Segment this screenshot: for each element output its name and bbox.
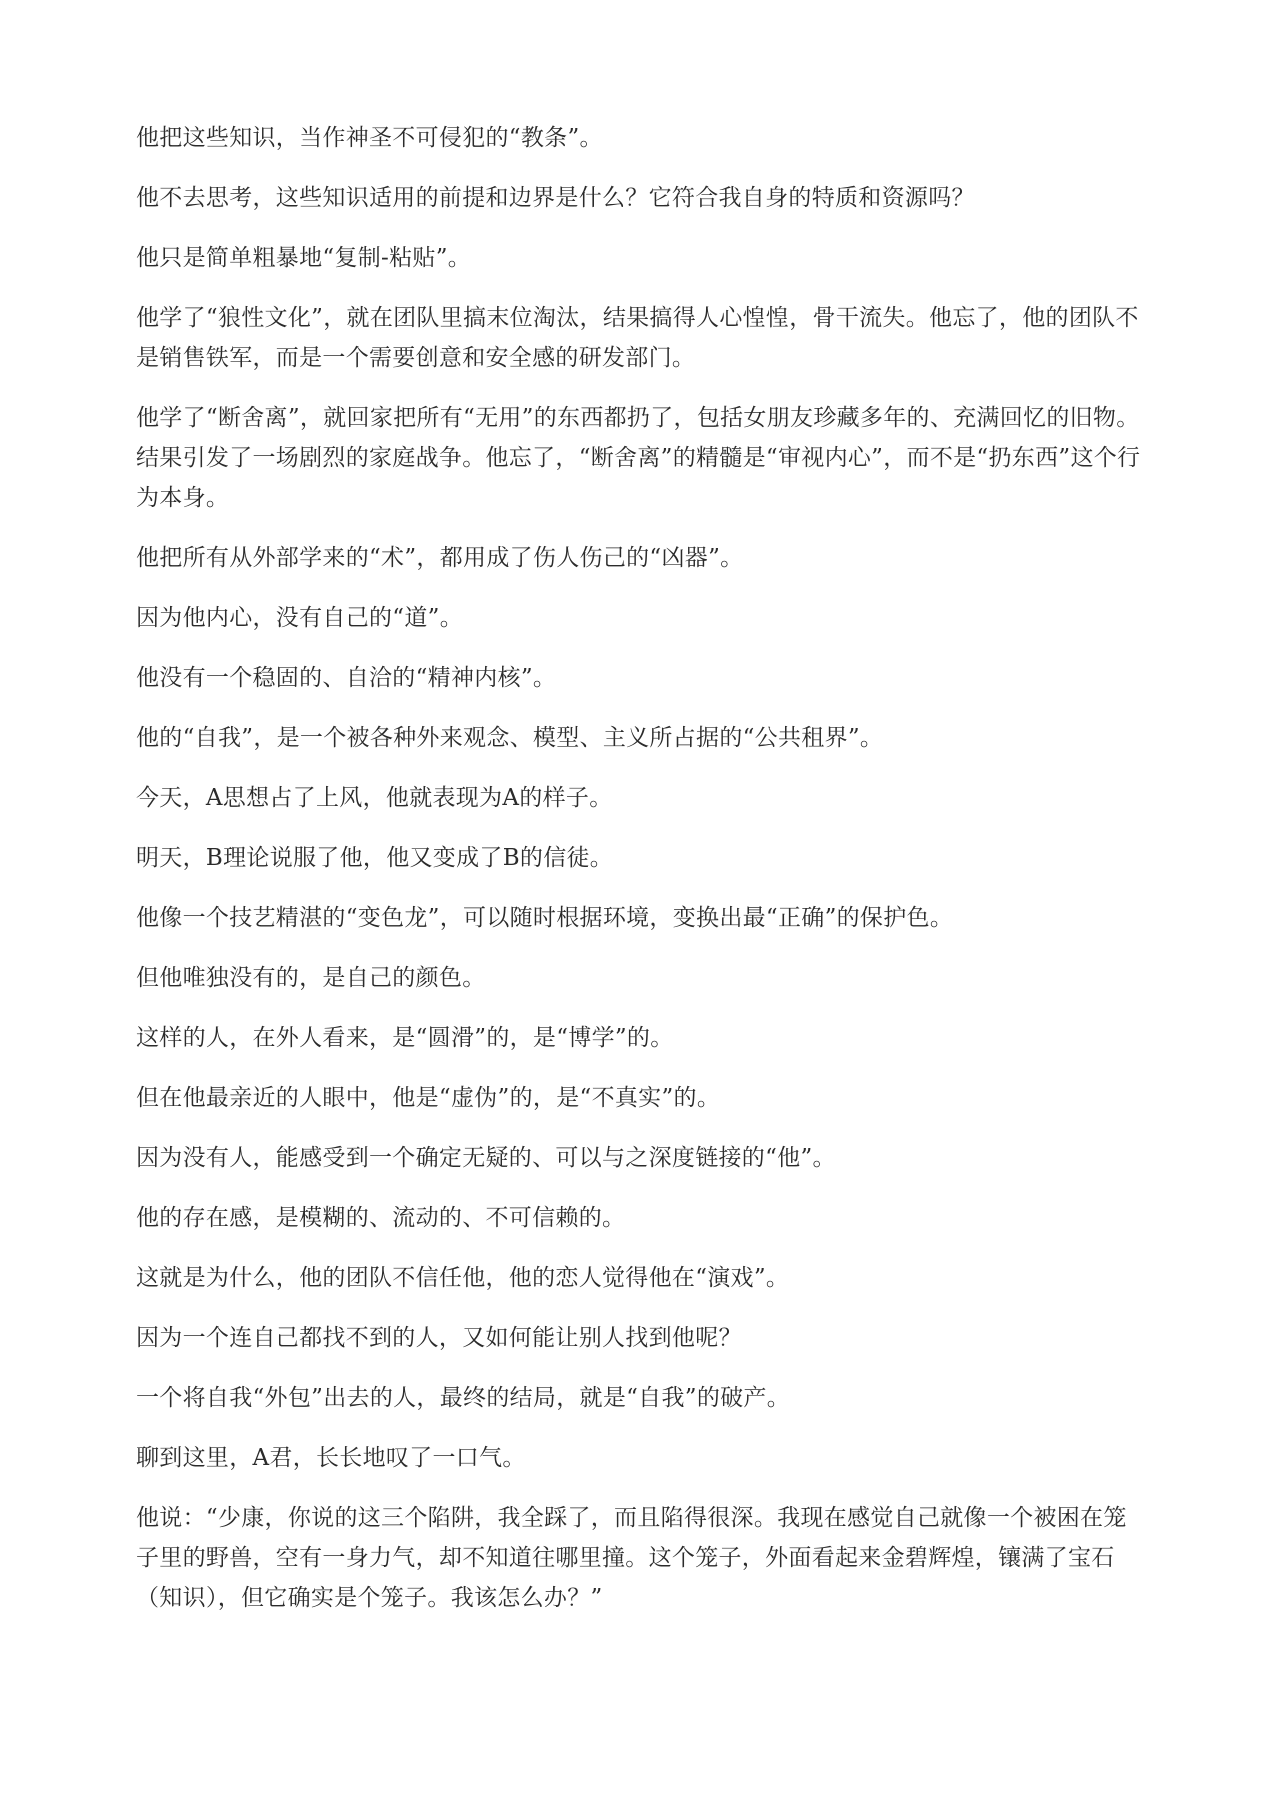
paragraph-18: 这就是为什么，他的团队不信任他，他的恋人觉得他在“演戏”。	[136, 1265, 790, 1291]
paragraph-5: 他学了“断舍离”，就回家把所有“无用”的东西都扔了，包括女朋友珍藏多年的、充满回忆的旧物。结果引发了一场剧烈的家庭战争。他忘了，“断舍离”的精髓是“审视内心”，而不是“扔东西”这个行为本身。	[136, 405, 1141, 511]
paragraph-17: 他的存在感，是模糊的、流动的、不可信赖的。	[136, 1205, 626, 1231]
paragraph-12: 他像一个技艺精湛的“变色龙”，可以随时根据环境，变换出最“正确”的保护色。	[136, 905, 954, 931]
paragraph-15: 但在他最亲近的人眼中，他是“虚伪”的，是“不真实”的。	[136, 1085, 721, 1111]
paragraph-16: 因为没有人，能感受到一个确定无疑的、可以与之深度链接的“他”。	[136, 1145, 836, 1171]
paragraph-11: 明天，B理论说服了他，他又变成了B的信徒。	[136, 845, 614, 871]
paragraph-8: 他没有一个稳固的、自洽的“精神内核”。	[136, 665, 557, 691]
paragraph-22: 他说：“少康，你说的这三个陷阱，我全踩了，而且陷得很深。我现在感觉自己就像一个被困在笼子里的野兽，空有一身力气，却不知道往哪里撞。这个笼子，外面看起来金碧辉煌，镶满了宝石（知识），但它确实是个笼子。我该怎么办？”	[136, 1505, 1127, 1611]
paragraph-4: 他学了“狼性文化”，就在团队里搞末位淘汰，结果搞得人心惶惶，骨干流失。他忘了，他的团队不是销售铁军，而是一个需要创意和安全感的研发部门。	[136, 305, 1139, 371]
document-body	[136, 118, 1146, 1638]
paragraph-10: 今天，A思想占了上风，他就表现为A的样子。	[136, 785, 613, 811]
paragraph-7: 因为他内心，没有自己的“道”。	[136, 605, 464, 631]
paragraph-2: 他不去思考，这些知识适用的前提和边界是什么？它符合我自身的特质和资源吗？	[136, 185, 975, 211]
paragraph-20: 一个将自我“外包”出去的人，最终的结局，就是“自我”的破产。	[136, 1385, 791, 1411]
paragraph-21: 聊到这里，A君，长长地叹了一口气。	[136, 1445, 526, 1471]
paragraph-13: 但他唯独没有的，是自己的颜色。	[136, 965, 486, 991]
paragraph-1: 他把这些知识，当作神圣不可侵犯的“教条”。	[136, 125, 603, 151]
paragraph-6: 他把所有从外部学来的“术”，都用成了伤人伤己的“凶器”。	[136, 545, 744, 571]
paragraph-3: 他只是简单粗暴地“复制-粘贴”。	[136, 245, 472, 271]
paragraph-19: 因为一个连自己都找不到的人，又如何能让别人找到他呢？	[136, 1325, 742, 1351]
paragraph-14: 这样的人，在外人看来，是“圆滑”的，是“博学”的。	[136, 1025, 674, 1051]
paragraph-9: 他的“自我”，是一个被各种外来观念、模型、主义所占据的“公共租界”。	[136, 725, 884, 751]
